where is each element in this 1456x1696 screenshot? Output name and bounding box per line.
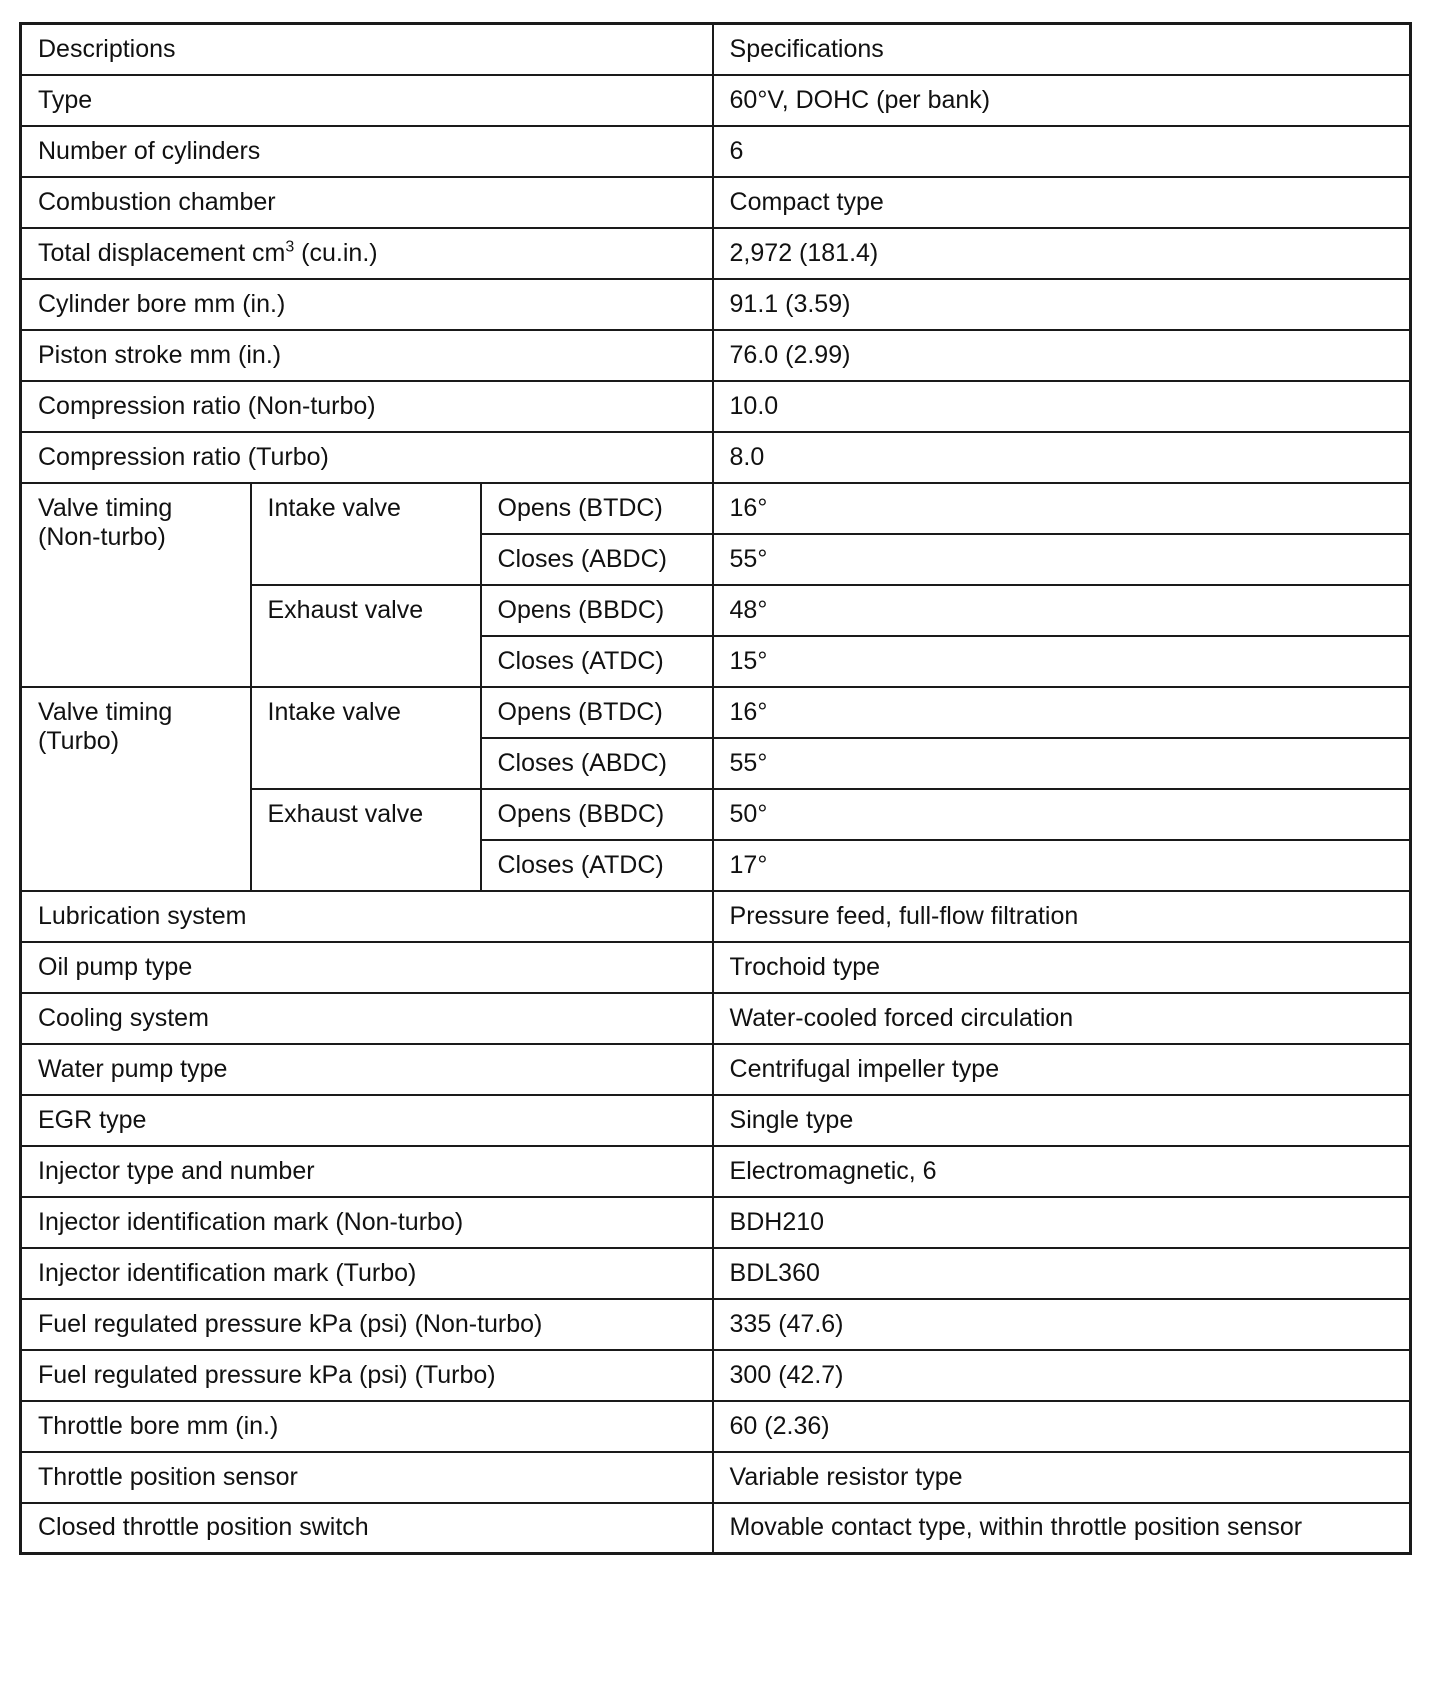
row-value: 6 [713,126,1411,177]
row-label: Cooling system [21,993,713,1044]
label-text: (cu.in.) [294,238,378,267]
event-label: Opens (BTDC) [481,687,713,738]
event-label: Opens (BTDC) [481,483,713,534]
event-label: Closes (ATDC) [481,636,713,687]
valve-timing-label [21,483,251,687]
row-value: Water-cooled forced circulation [713,993,1411,1044]
row-value: 60°V, DOHC (per bank) [713,75,1411,126]
row-value: Pressure feed, full-flow filtration [713,891,1411,942]
row-value: Single type [713,1095,1411,1146]
event-label: Opens (BBDC) [481,789,713,840]
specifications-header: Specifications [713,24,1411,75]
row-value: 17° [713,840,1411,891]
header-row [21,24,1411,75]
row-label: Compression ratio (Non-turbo) [21,381,713,432]
row-value: 16° [713,483,1411,534]
table-row [21,75,1411,126]
row-value: 8.0 [713,432,1411,483]
event-label: Closes (ABDC) [481,738,713,789]
intake-valve-label: Intake valve [251,483,481,585]
label-line: (Non-turbo) [38,522,166,551]
row-value: Compact type [713,177,1411,228]
table-row [21,279,1411,330]
table-row [21,1350,1411,1401]
event-label: Closes (ATDC) [481,840,713,891]
table-row [21,228,1411,279]
engine-spec-table [19,22,1412,1555]
row-value: 76.0 (2.99) [713,330,1411,381]
table-row [21,1197,1411,1248]
row-label: Injector identification mark (Turbo) [21,1248,713,1299]
row-value: BDL360 [713,1248,1411,1299]
row-value: 55° [713,534,1411,585]
row-label: Number of cylinders [21,126,713,177]
event-label: Opens (BBDC) [481,585,713,636]
row-label: Closed throttle position switch [21,1503,713,1554]
row-value: BDH210 [713,1197,1411,1248]
table-row [21,1503,1411,1554]
descriptions-header: Descriptions [21,24,713,75]
row-label: Cylinder bore mm (in.) [21,279,713,330]
row-value: 48° [713,585,1411,636]
row-value: 50° [713,789,1411,840]
label-line: Valve timing [38,697,173,726]
label-line: (Turbo) [38,726,120,755]
row-label: Lubrication system [21,891,713,942]
row-label [21,228,713,279]
row-label: Combustion chamber [21,177,713,228]
row-label: Water pump type [21,1044,713,1095]
row-value: 15° [713,636,1411,687]
exhaust-valve-label: Exhaust valve [251,789,481,891]
event-label: Closes (ABDC) [481,534,713,585]
table-row [21,432,1411,483]
exhaust-valve-label: Exhaust valve [251,585,481,687]
row-value: 335 (47.6) [713,1299,1411,1350]
table-row [21,1248,1411,1299]
table-row [21,177,1411,228]
table-row [21,1095,1411,1146]
row-value: Movable contact type, within throttle position sensor [713,1503,1411,1554]
table-row [21,483,1411,534]
table-row [21,1452,1411,1503]
intake-valve-label: Intake valve [251,687,481,789]
row-label: Piston stroke mm (in.) [21,330,713,381]
row-label: Compression ratio (Turbo) [21,432,713,483]
table-row [21,993,1411,1044]
table-row [21,1146,1411,1197]
row-value: 91.1 (3.59) [713,279,1411,330]
row-value: 2,972 (181.4) [713,228,1411,279]
row-label: Throttle bore mm (in.) [21,1401,713,1452]
table-row [21,1044,1411,1095]
table-row [21,942,1411,993]
label-line: Valve timing [38,493,173,522]
table-row [21,1299,1411,1350]
row-value: Electromagnetic, 6 [713,1146,1411,1197]
label-text: Total displacement cm [38,238,286,267]
row-label: Fuel regulated pressure kPa (psi) (Turbo) [21,1350,713,1401]
valve-timing-label [21,687,251,891]
row-value: 55° [713,738,1411,789]
table-row [21,891,1411,942]
table-row [21,381,1411,432]
table-row [21,126,1411,177]
row-value: 10.0 [713,381,1411,432]
row-label: Oil pump type [21,942,713,993]
row-label: Throttle position sensor [21,1452,713,1503]
row-value: 60 (2.36) [713,1401,1411,1452]
table-row [21,687,1411,738]
row-value: Variable resistor type [713,1452,1411,1503]
table-row [21,330,1411,381]
row-label: Fuel regulated pressure kPa (psi) (Non-turbo) [21,1299,713,1350]
row-label: Injector type and number [21,1146,713,1197]
row-label: Type [21,75,713,126]
row-label: EGR type [21,1095,713,1146]
row-label: Injector identification mark (Non-turbo) [21,1197,713,1248]
row-value: Centrifugal impeller type [713,1044,1411,1095]
row-value: 16° [713,687,1411,738]
superscript: 3 [285,238,295,256]
table-row [21,1401,1411,1452]
row-value: 300 (42.7) [713,1350,1411,1401]
row-value: Trochoid type [713,942,1411,993]
